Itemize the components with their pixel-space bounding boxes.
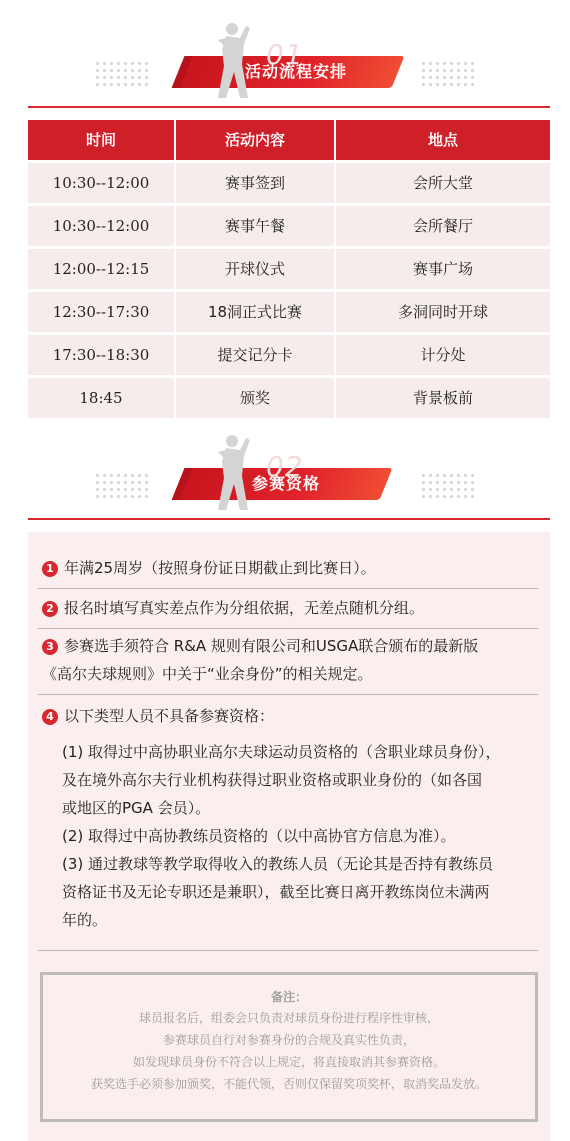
cell-time: 10:30--12:00 [28,206,176,246]
item-text: 《高尔夫球规则》中关于“业余身份”的相关规定。 [42,665,373,683]
table-row [28,249,550,289]
cell-activity: 提交记分卡 [176,335,336,375]
sub-item-line: 或地区的PGA 会员）。 [62,799,211,817]
divider [38,950,538,951]
dot-pattern-right [420,472,476,500]
sub-item-line: (3) 通过教球等教学取得收入的教练人员（无论其是否持有教练员 [62,855,494,873]
note-box [40,972,538,1122]
cell-location: 会所餐厅 [336,206,550,246]
dot-pattern-right [420,60,476,88]
dot-pattern-left [94,472,150,500]
cell-activity: 18洞正式比赛 [176,292,336,332]
table-row [28,163,550,203]
schedule-table [28,120,550,418]
note-line: 获奖选手必须参加颁奖，不能代领，否则仅保留奖项奖杯，取消奖品发放。 [90,1077,487,1091]
number-badge: 2 [42,601,58,617]
table-header-row [28,120,550,160]
cell-time: 17:30--18:30 [28,335,176,375]
cell-time: 12:00--12:15 [28,249,176,289]
divider [38,588,538,589]
cell-time: 12:30--17:30 [28,292,176,332]
section-title: 参赛资格 [251,474,320,493]
cell-activity: 赛事午餐 [176,206,336,246]
section-header-schedule [0,20,570,100]
cell-time: 18:45 [28,378,176,418]
header-activity: 活动内容 [176,120,336,160]
number-badge: 4 [42,709,58,725]
header-location: 地点 [427,131,458,149]
eligibility-item-1 [42,554,542,582]
table-row [28,378,550,418]
note-line: 参赛球员自行对参赛身份的合规及真实性负责， [162,1033,415,1047]
cell-location: 背景板前 [336,378,550,418]
note-title: 备注： [270,990,307,1004]
cell-location: 计分处 [336,335,550,375]
cell-location: 会所大堂 [336,163,550,203]
dot-pattern-left [94,60,150,88]
cell-time: 10:30--12:00 [28,163,176,203]
sub-item-line: (2) 取得过中高协教练员资格的（以中高协官方信息为准）。 [62,827,456,845]
item-text: 报名时填写真实差点作为分组依据，无差点随机分组。 [64,599,425,617]
item-text: 年满25周岁（按照身份证日期截止到比赛日）。 [64,559,376,577]
section-header-eligibility [0,432,570,512]
eligibility-item-3 [42,632,542,688]
table-row [28,206,550,246]
sub-item-line: 及在境外高尔夫行业机构获得过职业资格或职业身份的（如各国 [62,771,483,789]
cell-activity: 颁奖 [176,378,336,418]
section-number: 02 [266,450,304,483]
item-text: 以下类型人员不具备参赛资格： [64,707,275,725]
header-time: 时间 [28,120,176,160]
eligibility-item-2 [42,594,542,622]
cell-location: 多洞同时开球 [336,292,550,332]
item-text: 参赛选手须符合 R&A 规则有限公司和USGA联合颁布的最新版 [64,637,479,655]
note-line: 球员报名后，组委会只负责对球员身份进行程序性审核， [138,1011,439,1025]
cell-location: 赛事广场 [336,249,550,289]
number-badge: 1 [42,561,58,577]
divider [38,628,538,629]
sub-item-line: (1) 取得过中高协职业高尔夫球运动员资格的（含职业球员身份）， [62,743,501,761]
table-row [28,335,550,375]
section-title: 活动流程安排 [244,62,347,81]
table-row [28,292,550,332]
sub-item-line: 年的。 [62,911,108,929]
note-line: 如发现球员身份不符合以上规定，将直接取消其参赛资格。 [132,1055,445,1069]
number-badge: 3 [42,639,58,655]
section-number: 01 [266,38,304,71]
section-divider [28,106,550,108]
divider [38,694,538,695]
sub-item-line: 资格证书及无论专职还是兼职），截至比赛日离开教练岗位未满两 [62,883,490,901]
cell-activity: 开球仪式 [176,249,336,289]
section-divider [28,518,550,520]
ineligible-list [62,738,540,934]
cell-activity: 赛事签到 [176,163,336,203]
eligibility-item-4 [42,702,542,730]
